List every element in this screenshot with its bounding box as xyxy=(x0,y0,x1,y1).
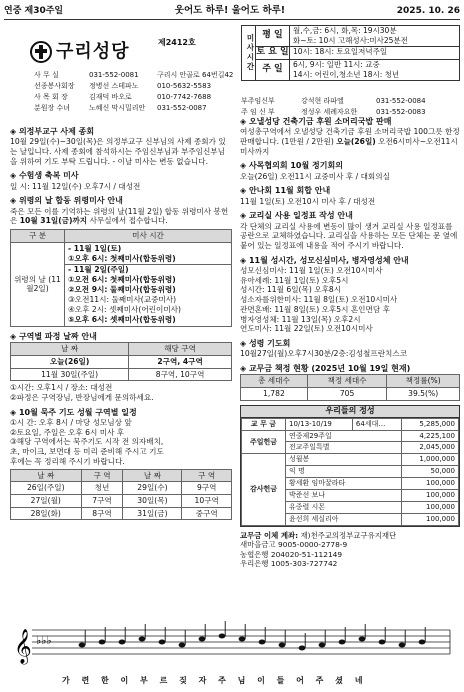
table-row: 26일(주일) 청년 29일(수) 9구역 xyxy=(11,482,232,495)
table-row: 주일헌금 연중제29주일 4,225,100 xyxy=(242,430,459,442)
note-head xyxy=(119,640,126,645)
section-title: ◈ 사목협의회 10월 정기회의 xyxy=(240,161,460,171)
issue-number: 제2412호 xyxy=(158,38,196,47)
church-name: 구리성당 xyxy=(56,41,130,62)
note-head xyxy=(339,640,346,645)
section-title: ◈ 의정부교구 사제 종회 xyxy=(10,127,232,137)
right-column: ◈ 오낼성당 건축기금 후원 소머리국밥 판매 여성총구역에서 오낼성당 건축기금 후원 소머리국밥 100그릇 한정 판매합니다. (1만원 / 2만원) 오늘(26일) 오전6시미사~오전11시미사까지 ◈ 사목협의회 10월 정기회의 오늘(26일) 오전11시 교중미사 후 / 대회의실 ◈ 안나회 11월 회합 안내 11월 1일(토) 오전10시 미사 후 / 대성전 ◈ 교리실 사용 일정표 작성 안내 각 단체의 교리실 사용에 변동이 많이 생겨 교리실 사용 일정표를 공란으로 교체하였습니다. 교리실을 사용하는 모든 단체는 문 옆에 붙어 있는 일정표에 내용을 적어 주시기 바랍니다. ◈ 11월 성시간, 성모신심미사, 병자영성체 안내 성모신심미사: 11월 1일(토) 오전10시미사 유아세례: 11월 1일(토) 오후5시 성시간: 11월 6일(목) 오후8시 성소자를위한미사: 11월 8일(토) 오전10시미사 관면혼배: 11월 8일(토) 오후5시 혼인면담 후 병자영성체: 11월 13일(목) 오후2시 연도미사: 11월 22일(토) 오전10시미사 ◈ 성령 기도회 10월27일(월)오후7시30분/2층:김성철프란치스코 ◈ 교무금 책정 현황 (2025년 10월 19일 현재) 총 세대수 책정 세대수 책정률(%) 1,782 705 39.5(%) 우리들의 정성 교 무 금 10/13-10/19 64세대… 5,285,000 주일헌금 연중제29주일 4,225,100 전교주일특별 2,045,000 감사헌금 성월봉 1,000,000 익 명 50,000 황세환 임마꿀라타 100,000 박준선 보나 100,000 유중렬 시몬 100,000 윤선희 세실리아 100,000 교무금 이체 계좌: 재)천주교의정부교구유지재단 새마을금고 9005-0000-2778-9 농협은행 204020-51-112149 우리은행 1005-303-727742 xyxy=(240,112,460,568)
table-row: 감사헌금 성월봉 1,000,000 xyxy=(242,454,459,466)
weekday-row: 평 일 월,수,금: 6시, 화,목: 19시30분 화~토: 10시 고해성사:미사25분전 xyxy=(256,26,459,47)
section-title: ◈ 11월 성시간, 성모신심미사, 병자영성체 안내 xyxy=(240,256,460,266)
music-staff xyxy=(12,618,452,673)
note-head xyxy=(259,640,266,645)
section-title: ◈ 성령 기도회 xyxy=(240,339,460,349)
note-head xyxy=(179,643,186,648)
staff-row: 사 무 실 031-552-0081 구리시 안골로 64번길42 xyxy=(34,71,234,80)
week-label: 연중 제30주일 xyxy=(4,5,64,16)
note-head xyxy=(279,643,286,648)
section-title: ◈ 구역별 파정 날짜 안내 xyxy=(10,332,232,342)
parish-visit-table: 날 짜 해당 구역 오늘(26일) 2구역, 4구역 11월 30일(주일) 8구역, 10구역 xyxy=(10,342,232,381)
left-column: ◈ 의정부교구 사제 종회 10월 29일(수)~30일(목)은 의정부교구 신부님의 사제 종회가 있는 날입니다. 사제 종회에 참석하시는 주임신부님과 부주임신부님을 위하여 기도 부탁 드립니다. - 이날 미사는 변동 없습니다. ◈ 수험생 축복 미사 일 시: 11월 12일(수) 오후7시 / 대성전 ◈ 위령의 날 합동 위령미사 안내 죽은 모든 이를 기억하는 위령의 날(11월 2일) 합동 위령미사 봉헌은 10월 31일(금)까지 사무실에서 접수합니다. 구 분 미사 시간 위령의 날 (11월2일) - 11월 1일(토) ①오후 6시: 첫째미사(합동위령) - 11월 2일(주일) ①오전 6시: 첫째미사(합동위령) ②오전 9시: 둘째미사(합동위령) ③오전11시: 둘째미사(교중미사) ④오후 2시: 셋째미사(어린이미사) ⑤오후 6시: 셋째미사(합동위령) ◈ 구역별 파정 날짜 안내 날 짜 해당 구역 오늘(26일) 2구역, 4구역 11월 30일(주일) 8구역, 10구역 ①시간: 오후1시 / 장소: 대성전 ②파정은 구역장님, 반장님에게 문의하세요. ◈ 10월 묵주 기도 성월 구역별 일정 ①시 간: 오후 8시 / 마당 성모님상 앞 ②토요일, 주일은 오후 6시 미사 후 ③해당 구역에서는 묵주기도 시작 전 의자배치, 초, 마이크, 보면대 등 미리 준비해 주시고 기도 후에는 꼭 정리해 주시기 바랍니다. 날 짜 구 역 날 짜 구 역 26일(주일) 청년 29일(수) 9구역 27일(월) 7구역 30일(목) 10구역 28일(화) 8구역 31일(금) 중구역 xyxy=(10,122,232,520)
section-title: ◈ 위령의 날 합동 위령미사 안내 xyxy=(10,196,232,206)
table-row: 황세환 임마꿀라타 100,000 xyxy=(242,478,459,490)
mass-time-box xyxy=(241,25,460,81)
note-head xyxy=(379,640,386,645)
offering-table xyxy=(241,418,459,527)
slogan: 웃어도 하루! 울어도 하루! xyxy=(174,5,286,17)
section-title: ◈ 교무금 책정 현황 (2025년 10월 19일 현재) xyxy=(240,364,460,374)
table-row: 28일(화) 8구역 31일(금) 중구역 xyxy=(11,507,232,520)
treble-clef-icon: 𝄞 xyxy=(14,629,32,664)
table-row: 박준선 보나 100,000 xyxy=(242,490,459,502)
clergy-row: 주 임 신 부 정성우 세례자요한 031-552-0083 xyxy=(241,108,426,116)
table-row: 27일(월) 7구역 30일(목) 10구역 xyxy=(11,494,232,507)
saturday-row: 토 요 일 10시: 18시: 토요일저녁주일 xyxy=(256,47,459,60)
note-head xyxy=(159,640,166,645)
staff-row: 선종봉사회장 정병선 스테파노 010-5632-5583 xyxy=(34,82,212,91)
cross-icon xyxy=(30,41,52,63)
section-title: ◈ 수험생 축복 미사 xyxy=(10,171,232,181)
date-label: 2025. 10. 26 xyxy=(396,5,460,16)
table-row: 유중렬 시몬 100,000 xyxy=(242,502,459,514)
mass-time-title: 미사시간 xyxy=(242,26,256,80)
note-head xyxy=(239,637,246,642)
all-souls-mass-table: 구 분 미사 시간 위령의 날 (11월2일) - 11월 1일(토) ①오후 6시: 첫째미사(합동위령) - 11월 2일(주일) ①오전 6시: 첫째미사(합동위령) ②오전 9시: 둘째미사(합동위령) ③오전11시: 둘째미사(교중미사) ④오후 2시: 셋째미사(어린이미사) ⑤오후 6시: 셋째미사(합동위령) xyxy=(10,229,232,327)
section-title: ◈ 오낼성당 건축기금 후원 소머리국밥 판매 xyxy=(240,117,460,127)
table-row: 교 무 금 10/13-10/19 64세대… 5,285,000 xyxy=(242,418,459,430)
section-body: 10월 29일(수)~30일(목)은 의정부교구 신부님의 사제 종회가 있는 날입니다. 사제 종회에 참석하시는 주임신부님과 부주임신부님을 위하여 기도 부탁 드립니다. - 이날 미사는 변동 없습니다. xyxy=(10,137,226,166)
top-banner xyxy=(4,4,460,20)
lyrics: 가 련 한 이 부 르 짖 자 주 님 이 들 어 주 셨 네 xyxy=(62,676,367,685)
sunday-row: 주 일 6시, 9시: 일반 11시: 교중 14시: 어린이,청소년 18시: 청년 xyxy=(256,60,459,80)
clergy-row: 부주임신부 강석현 라파엘 031-552-0084 xyxy=(241,97,426,105)
flat-icon: ♭♭♭ xyxy=(36,634,52,647)
section-title: ◈ 안나회 11월 회합 안내 xyxy=(240,186,460,196)
staff-row: 사 목 회 장 김재덕 바오로 010-7742-7688 xyxy=(34,93,212,102)
offering-box: 우리들의 정성 교 무 금 10/13-10/19 64세대… 5,285,000 주일헌금 연중제29주일 4,225,100 전교주일특별 2,045,000 감사헌금 성월봉 1,000,000 익 명 50,000 황세환 임마꿀라타 100,000 박준선 보나 100,000 유중렬 시몬 100,000 윤선희 세실리아 100,000 xyxy=(240,405,460,528)
section-body: 죽은 모든 이를 기억하는 위령의 날(11월 2일) 합동 위령미사 봉헌은 10월 31일(금)까지 사무실에서 접수합니다. xyxy=(10,206,229,226)
tithe-status-table: 총 세대수 책정 세대수 책정률(%) 1,782 705 39.5(%) xyxy=(240,374,460,400)
note-head xyxy=(319,643,326,648)
note-head xyxy=(299,646,306,651)
section-title: ◈ 교리실 사용 일정표 작성 안내 xyxy=(240,211,460,221)
note-head xyxy=(399,643,406,648)
note-head xyxy=(199,637,206,642)
section-body: 일 시: 11월 12일(수) 오후7시 / 대성전 xyxy=(10,181,141,191)
church-logo xyxy=(30,40,130,63)
note-head xyxy=(419,640,426,645)
note-head xyxy=(99,640,106,645)
note-head xyxy=(139,637,146,642)
table-row: 익 명 50,000 xyxy=(242,466,459,478)
note-head xyxy=(79,643,86,648)
table-row: 전교주일특별 2,045,000 xyxy=(242,442,459,454)
account-info: 교무금 이체 계좌: 재)천주교의정부교구유지재단 새마을금고 9005-0000-2778-9 농협은행 204020-51-112149 우리은행 1005-303-727742 xyxy=(240,531,397,568)
section-title: ◈ 10월 묵주 기도 성월 구역별 일정 xyxy=(10,408,232,418)
note-head xyxy=(219,634,226,639)
staff-list xyxy=(34,70,262,114)
table-row: 윤선희 세실리아 100,000 xyxy=(242,514,459,526)
staff-row: 분원장 수녀 노혜신 막시밀리안 031-552-0087 xyxy=(34,104,207,113)
note-head xyxy=(359,637,366,642)
rosary-schedule-table: 날 짜 구 역 날 짜 구 역 26일(주일) 청년 29일(수) 9구역 27일(월) 7구역 30일(목) 10구역 28일(화) 8구역 31일(금) 중구역 xyxy=(10,469,232,521)
